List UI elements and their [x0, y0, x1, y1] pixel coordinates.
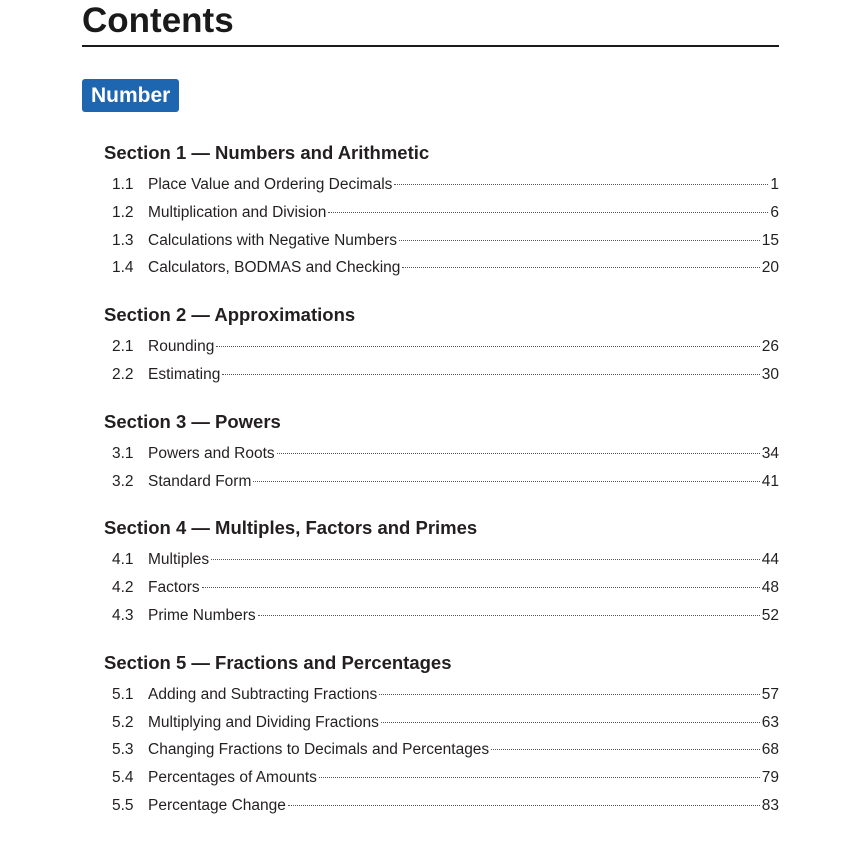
section-heading: Section 3 — Powers — [104, 410, 281, 432]
toc-entry[interactable] — [104, 333, 779, 361]
title-divider — [82, 45, 779, 47]
entry-number: 3.1 — [112, 444, 134, 462]
dot-leader — [328, 212, 768, 213]
toc-section — [104, 304, 779, 389]
entry-title: Changing Fractions to Decimals and Percentages — [148, 741, 490, 759]
category-label: Number — [82, 79, 179, 112]
toc-entry[interactable] — [104, 199, 779, 227]
contents-list — [104, 142, 779, 842]
dot-leader — [288, 805, 760, 806]
entry-title: Calculations with Negative Numbers — [148, 231, 397, 249]
entry-page-number: 41 — [761, 472, 779, 490]
entry-number: 5.5 — [112, 796, 134, 814]
entry-title: Prime Numbers — [148, 606, 256, 624]
dot-leader — [319, 777, 760, 778]
toc-entry[interactable] — [104, 736, 779, 764]
entry-title: Place Value and Ordering Decimals — [148, 176, 393, 193]
entry-number: 2.2 — [112, 365, 134, 383]
entry-page-number: 1 — [770, 176, 779, 193]
toc-entry[interactable] — [104, 764, 779, 792]
entry-number: 4.2 — [112, 579, 134, 597]
entry-number: 1.2 — [112, 203, 134, 221]
entry-title: Rounding — [148, 338, 215, 356]
toc-entry[interactable] — [104, 574, 779, 602]
dot-leader — [491, 749, 760, 750]
entry-number: 5.3 — [112, 741, 134, 759]
entry-title: Estimating — [148, 365, 221, 383]
dot-leader — [402, 267, 759, 268]
toc-entry[interactable] — [104, 361, 779, 389]
entry-title: Multiplying and Dividing Fractions — [148, 713, 379, 731]
toc-entry[interactable] — [104, 602, 779, 630]
dot-leader — [277, 453, 760, 454]
dot-leader — [253, 481, 759, 482]
toc-section — [104, 517, 779, 629]
entry-page-number: 63 — [761, 713, 779, 731]
toc-section — [104, 411, 779, 496]
toc-entry[interactable] — [104, 681, 779, 709]
entry-page-number: 44 — [761, 551, 779, 569]
dot-leader — [222, 374, 759, 375]
section-heading: Section 5 — Fractions and Percentages — [104, 651, 452, 673]
toc-section — [104, 142, 779, 282]
entry-title: Standard Form — [148, 472, 252, 490]
entry-title: Powers and Roots — [148, 444, 275, 462]
entry-page-number: 48 — [761, 579, 779, 597]
entry-page-number: 34 — [761, 444, 779, 462]
toc-entry[interactable] — [104, 171, 779, 199]
toc-entry[interactable] — [104, 227, 779, 255]
entry-number: 1.1 — [112, 176, 134, 193]
dot-leader — [211, 559, 760, 560]
section-heading: Section 2 — Approximations — [104, 304, 356, 326]
entry-number: 3.2 — [112, 472, 134, 490]
entry-title: Calculators, BODMAS and Checking — [148, 259, 401, 277]
entry-page-number: 6 — [770, 203, 779, 221]
entry-page-number: 52 — [761, 606, 779, 624]
dot-leader — [258, 615, 760, 616]
entry-number: 2.1 — [112, 338, 134, 356]
entry-page-number: 79 — [761, 769, 779, 787]
entry-number: 5.1 — [112, 685, 134, 703]
dot-leader — [202, 587, 760, 588]
entry-title: Adding and Subtracting Fractions — [148, 685, 378, 703]
entry-title: Percentage Change — [148, 796, 286, 814]
entry-title: Multiples — [148, 551, 210, 569]
entry-page-number: 57 — [761, 685, 779, 703]
dot-leader — [381, 722, 760, 723]
entry-number: 1.3 — [112, 231, 134, 249]
toc-entry[interactable] — [104, 254, 779, 282]
dot-leader — [394, 184, 768, 185]
entry-page-number: 30 — [761, 365, 779, 383]
entry-page-number: 68 — [761, 741, 779, 759]
dot-leader — [379, 694, 760, 695]
entry-title: Factors — [148, 579, 200, 597]
toc-entry[interactable] — [104, 440, 779, 468]
section-heading: Section 4 — Multiples, Factors and Primes — [104, 517, 478, 539]
entry-number: 4.1 — [112, 551, 134, 569]
entry-number: 5.4 — [112, 769, 134, 787]
toc-entry[interactable] — [104, 709, 779, 737]
toc-entry[interactable] — [104, 546, 779, 574]
entry-number: 4.3 — [112, 606, 134, 624]
toc-entry[interactable] — [104, 792, 779, 820]
entry-number: 1.4 — [112, 259, 134, 277]
dot-leader — [216, 346, 759, 347]
entry-page-number: 83 — [761, 796, 779, 814]
entry-title: Percentages of Amounts — [148, 769, 317, 787]
entry-page-number: 20 — [761, 259, 779, 277]
entry-number: 5.2 — [112, 713, 134, 731]
page-title: Contents — [82, 1, 234, 40]
dot-leader — [399, 240, 760, 241]
section-heading: Section 1 — Numbers and Arithmetic — [104, 142, 430, 163]
entry-page-number: 26 — [761, 338, 779, 356]
toc-section — [104, 652, 779, 820]
toc-entry[interactable] — [104, 468, 779, 496]
entry-title: Multiplication and Division — [148, 203, 327, 221]
entry-page-number: 15 — [761, 231, 779, 249]
